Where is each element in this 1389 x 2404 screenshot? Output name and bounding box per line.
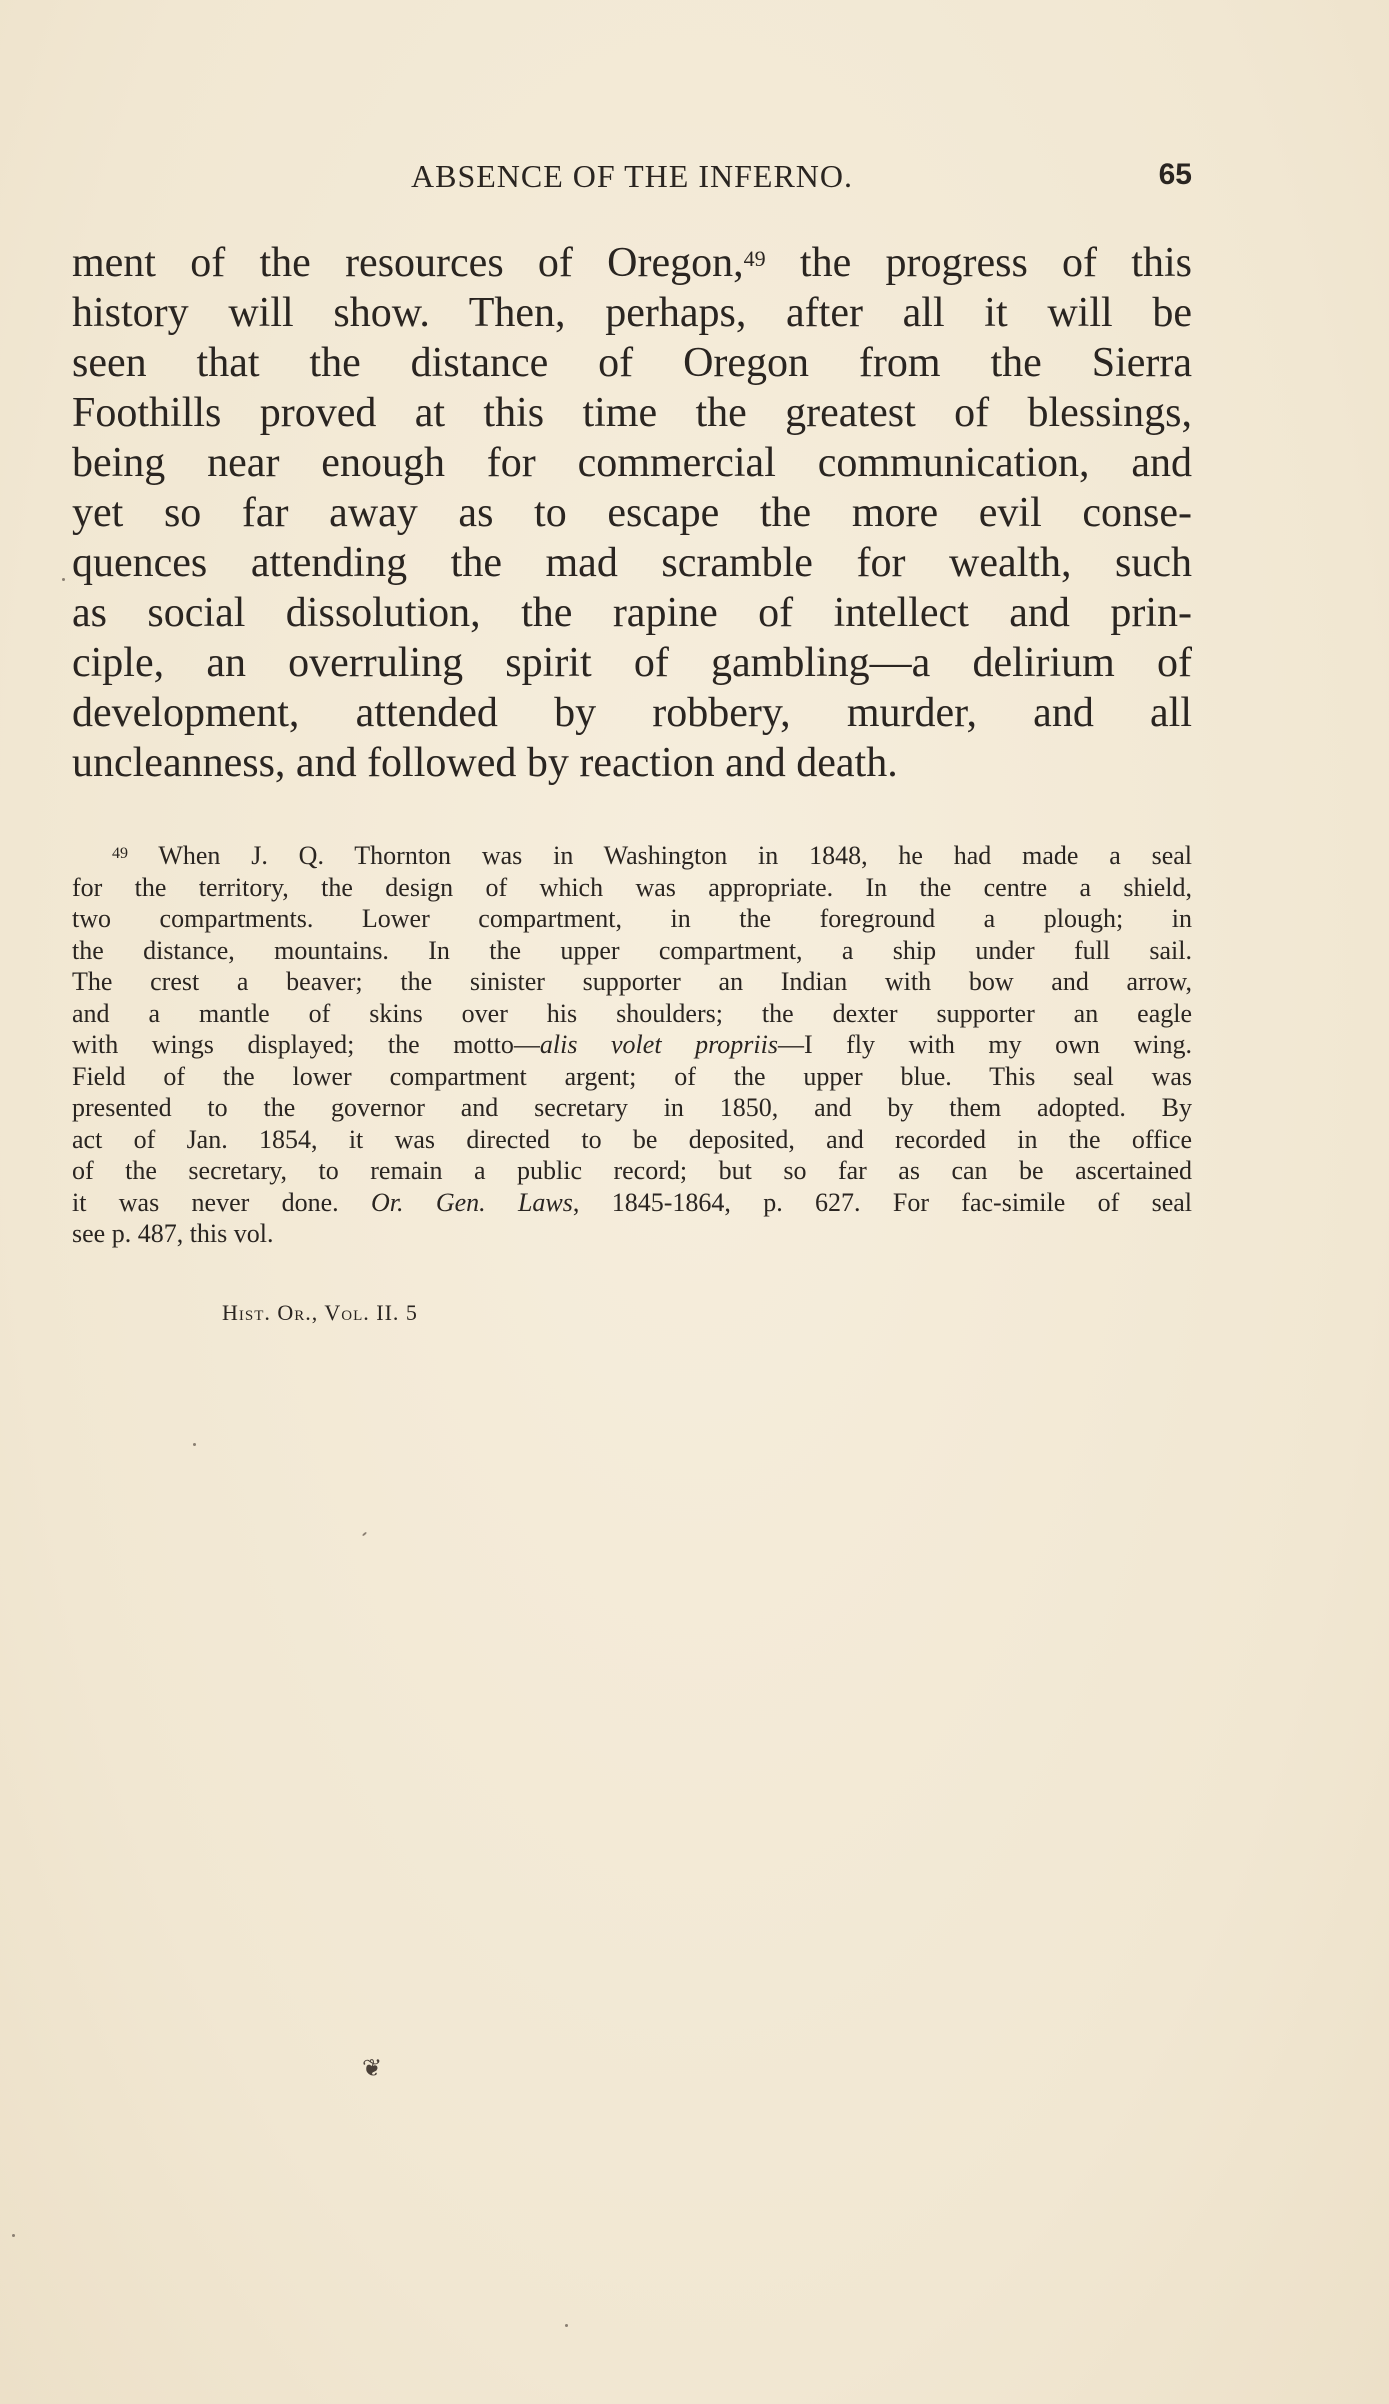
- paper-speck: [362, 1532, 367, 1537]
- footnote-line: for the territory, the design of which was appropriate. In the centre a shield,: [72, 872, 1192, 902]
- signature-mark: Hist. Or., Vol. II. 5: [222, 1300, 418, 1325]
- footnote-line: Field of the lower compartment argent; of the upper blue. This seal was: [72, 1061, 1192, 1091]
- footnote-line: of the secretary, to remain a public record; but so far as can be ascertained: [72, 1156, 1192, 1185]
- footnote-line: two compartments. Lower compartment, in the foreground a plough; in: [72, 904, 1192, 933]
- motto: alis volet propriis: [539, 1030, 778, 1059]
- footnote: [72, 840, 1192, 1250]
- footnote-line: see p. 487, this vol.: [72, 1219, 274, 1248]
- body-line: seen that the distance of Oregon from the Sierra: [72, 340, 1192, 386]
- footnote-line: act of Jan. 1854, it was directed to be deposited, and recorded in the office: [72, 1124, 1192, 1154]
- footnote-marker: 49: [112, 845, 128, 862]
- printer-ornament-icon: ❦: [362, 2056, 383, 2082]
- footnote-line: $^{49}$ When J. Q. Thornton was in Washington in 1848, he had made a seal: [72, 840, 1192, 872]
- footnote-line: The crest a beaver; the sinister supporter an Indian with bow and arrow,: [72, 967, 1192, 996]
- citation-title: Or. Gen. Laws: [370, 1187, 573, 1217]
- body-paragraph: [72, 238, 1192, 788]
- body-line: as social dissolution, the rapine of intellect and prin-: [72, 590, 1192, 636]
- body-line: ment of the resources of Oregon,$^{49}$ the progress of this: [72, 240, 1192, 286]
- running-head-title: ABSENCE OF THE INFERNO.: [411, 158, 853, 194]
- body-line: development, attended by robbery, murder, and all: [72, 690, 1192, 736]
- footnote-line: it was never done. Or. Gen. Laws, 1845-1864, p. 627. For fac-simile of seal: [72, 1187, 1192, 1217]
- running-head: [72, 158, 1192, 198]
- footnote-line: with wings displayed; the motto—alis volet propriis—I fly with my own wing.: [72, 1030, 1192, 1059]
- footnote-line: presented to the governor and secretary in 1850, and by them adopted. By: [72, 1093, 1192, 1122]
- footnote-line: and a mantle of skins over his shoulders; the dexter supporter an eagle: [72, 998, 1192, 1028]
- body-line: history will show. Then, perhaps, after all it will be: [72, 290, 1192, 336]
- paper-speck: [12, 2234, 15, 2237]
- paper-speck: [565, 2324, 568, 2327]
- body-line: being near enough for commercial communication, and: [72, 440, 1192, 486]
- paper-speck: [62, 578, 65, 581]
- body-line: quences attending the mad scramble for wealth, such: [72, 540, 1192, 586]
- paper-speck: [193, 1443, 196, 1446]
- body-line: ciple, an overruling spirit of gambling—a delirium of: [72, 640, 1192, 686]
- footnote-line: the distance, mountains. In the upper compartment, a ship under full sail.: [72, 935, 1192, 965]
- body-line: uncleanness, and followed by reaction and death.: [72, 740, 898, 786]
- body-line: yet so far away as to escape the more evil conse-: [72, 490, 1192, 536]
- footnote-reference: 49: [743, 246, 766, 271]
- body-line: Foothills proved at this time the greatest of blessings,: [72, 390, 1192, 436]
- page-number: 65: [1158, 158, 1192, 191]
